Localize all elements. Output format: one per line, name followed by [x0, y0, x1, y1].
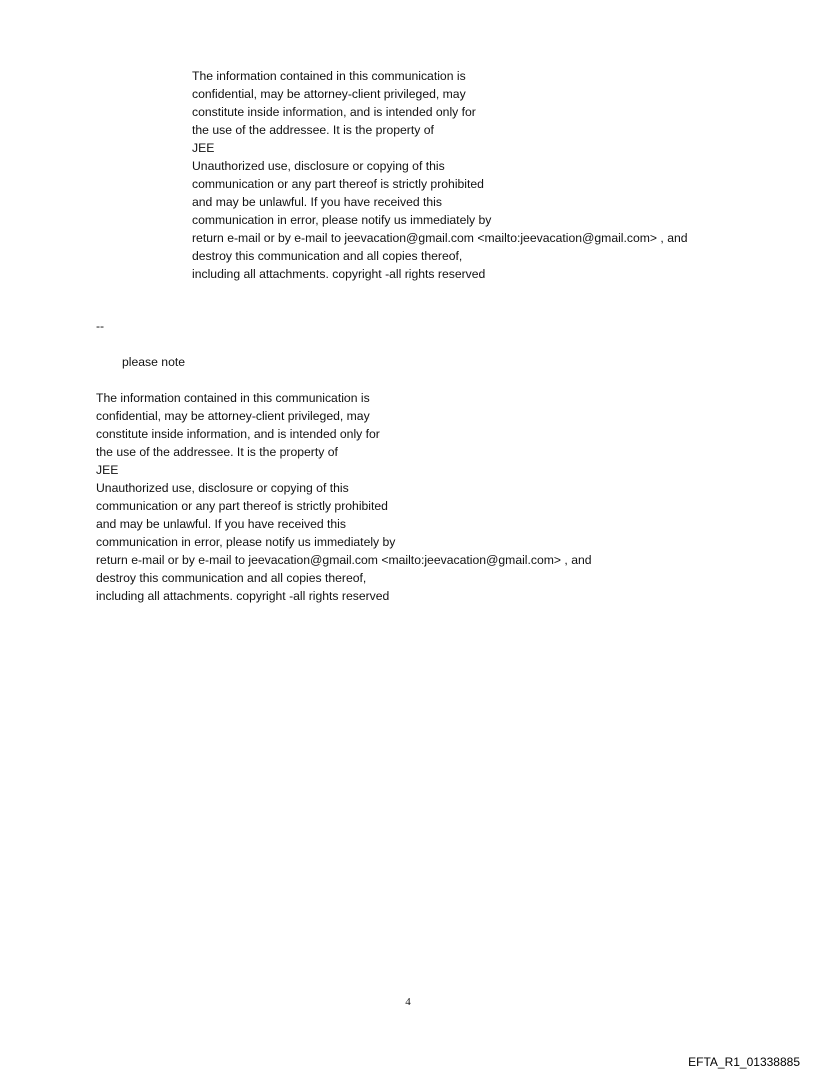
disclaimer-line: destroy this communication and all copies thereof, — [96, 571, 367, 585]
disclaimer-line: JEE — [96, 463, 119, 477]
disclaimer-line: and may be unlawful. If you have received this — [192, 195, 442, 209]
disclaimer-line: JEE — [192, 141, 215, 155]
disclaimer-line: constitute inside information, and is intended only for — [96, 427, 380, 441]
disclaimer-line: destroy this communication and all copies thereof, — [192, 249, 463, 263]
disclaimer-line: and may be unlawful. If you have received this — [96, 517, 346, 531]
disclaimer-line: communication in error, please notify us immediately by — [192, 213, 492, 227]
disclaimer-line: the use of the addressee. It is the property of — [96, 445, 338, 459]
disclaimer-line: return e-mail or by e-mail to jeevacation@gmail.com <mailto:jeevacation@gmail.com> , and — [96, 553, 592, 567]
disclaimer-line: Unauthorized use, disclosure or copying of this — [96, 481, 349, 495]
disclaimer-line: confidential, may be attorney-client privileged, may — [96, 409, 370, 423]
disclaimer-line: communication in error, please notify us immediately by — [96, 535, 396, 549]
please-note-heading: please note — [122, 355, 186, 369]
disclaimer-line: return e-mail or by e-mail to jeevacation@gmail.com <mailto:jeevacation@gmail.com> , and — [192, 231, 688, 245]
disclaimer-line: Unauthorized use, disclosure or copying of this — [192, 159, 445, 173]
signature-separator: -- — [96, 319, 105, 333]
disclaimer-line: The information contained in this communication is — [96, 391, 370, 405]
disclaimer-line: communication or any part thereof is strictly prohibited — [96, 499, 388, 513]
disclaimer-line: including all attachments. copyright -all rights reserved — [96, 589, 390, 603]
page-number: 4 — [405, 996, 411, 1008]
disclaimer-line: communication or any part thereof is strictly prohibited — [192, 177, 484, 191]
disclaimer-block — [96, 389, 592, 605]
disclaimer-line: including all attachments. copyright -all rights reserved — [192, 267, 486, 281]
disclaimer-line: constitute inside information, and is intended only for — [192, 105, 476, 119]
bates-number: EFTA_R1_01338885 — [688, 1055, 800, 1069]
disclaimer-line: The information contained in this communication is — [192, 69, 466, 83]
disclaimer-line: confidential, may be attorney-client privileged, may — [192, 87, 466, 101]
disclaimer-line: the use of the addressee. It is the property of — [192, 123, 434, 137]
quoted-disclaimer-block — [192, 67, 688, 283]
